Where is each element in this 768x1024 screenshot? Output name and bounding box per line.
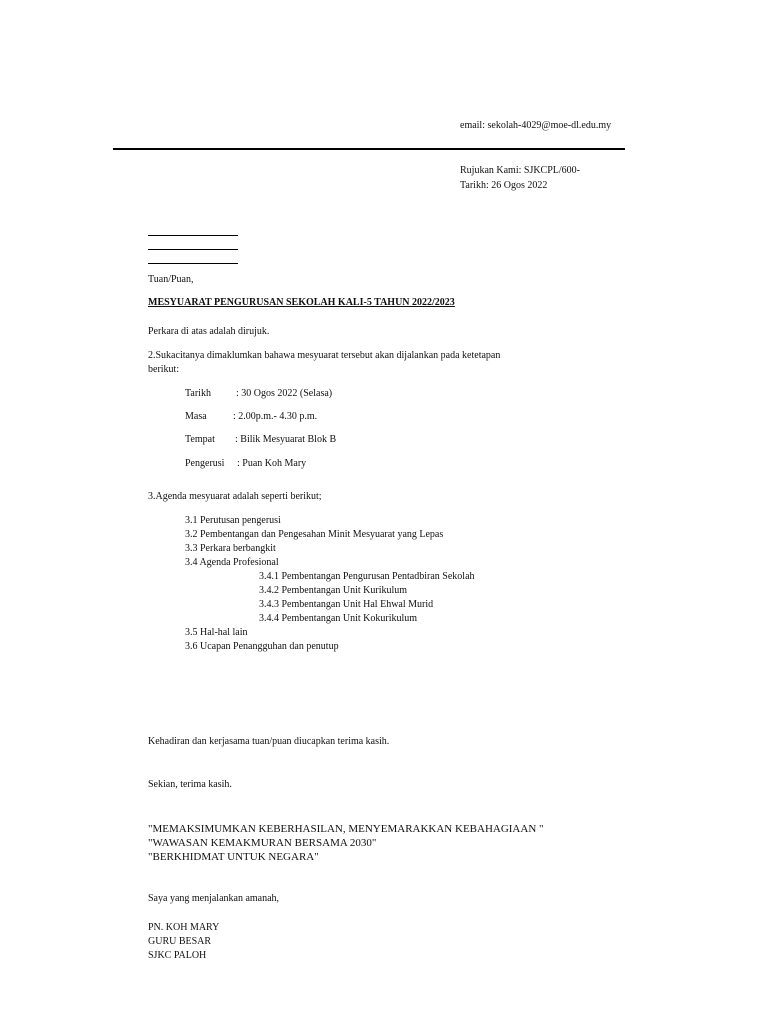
header-divider xyxy=(113,148,625,150)
paragraph-2-line-2: berikut: xyxy=(148,364,180,375)
subagenda-item: 3.4.4 Pembentangan Unit Kokurikulum xyxy=(259,613,418,624)
recipient-line-1 xyxy=(148,235,238,236)
subagenda-item: 3.4.1 Pembentangan Pengurusan Pentadbiran Sekolah xyxy=(259,571,475,582)
detail-value: : 2.00p.m.- 4.30 p.m. xyxy=(233,411,318,422)
subagenda-item: 3.4.2 Pembentangan Unit Kurikulum xyxy=(259,585,408,596)
signatory-school: SJKC PALOH xyxy=(148,950,207,961)
paragraph-1: Perkara di atas adalah dirujuk. xyxy=(148,326,270,337)
detail-label: Pengerusi xyxy=(185,458,225,469)
agenda-item: 3.4 Agenda Profesional xyxy=(185,557,279,568)
detail-label: Tarikh xyxy=(185,388,211,399)
detail-row-chair xyxy=(185,458,224,470)
letter-date: Tarikh: 26 Ogos 2022 xyxy=(460,180,548,191)
signoff: Saya yang menjalankan amanah, xyxy=(148,893,280,904)
detail-row-date xyxy=(185,388,211,400)
recipient-line-2 xyxy=(148,249,238,250)
recipient-line-3 xyxy=(148,263,238,264)
detail-label: Tempat xyxy=(185,434,215,445)
reference-number: Rujukan Kami: SJKCPL/600- xyxy=(460,165,581,176)
detail-value: : Bilik Mesyuarat Blok B xyxy=(235,434,337,445)
motto-line: "BERKHIDMAT UNTUK NEGARA" xyxy=(148,851,319,863)
closing-line-1: Kehadiran dan kerjasama tuan/puan diucapkan terima kasih. xyxy=(148,736,390,747)
paragraph-2-line-1: 2.Sukacitanya dimaklumkan bahawa mesyuarat tersebut akan dijalankan pada ketetapan xyxy=(148,350,501,361)
detail-label: Masa xyxy=(185,411,207,422)
motto-line: "MEMAKSIMUMKAN KEBERHASILAN, MENYEMARAKKAN KEBAHAGIAAN " xyxy=(148,823,544,835)
agenda-item: 3.1 Perutusan pengerusi xyxy=(185,515,281,526)
agenda-item: 3.2 Pembentangan dan Pengesahan Minit Mesyuarat yang Lepas xyxy=(185,529,444,540)
motto-line: "WAWASAN KEMAKMURAN BERSAMA 2030" xyxy=(148,837,377,849)
closing-line-2: Sekian, terima kasih. xyxy=(148,779,232,790)
email-address: email: sekolah-4029@moe-dl.edu.my xyxy=(460,120,612,131)
agenda-item: 3.3 Perkara berbangkit xyxy=(185,543,276,554)
paragraph-3: 3.Agenda mesyuarat adalah seperti berikut; xyxy=(148,491,322,502)
detail-row-venue xyxy=(185,434,215,446)
agenda-item: 3.5 Hal-hal lain xyxy=(185,627,248,638)
subagenda-item: 3.4.3 Pembentangan Unit Hal Ehwal Murid xyxy=(259,599,434,610)
signatory-name: PN. KOH MARY xyxy=(148,922,220,933)
signatory-position: GURU BESAR xyxy=(148,936,212,947)
letter-title: MESYUARAT PENGURUSAN SEKOLAH KALI-5 TAHUN 2022/2023 xyxy=(148,297,455,308)
detail-value: : Puan Koh Mary xyxy=(237,458,307,469)
agenda-item: 3.6 Ucapan Penangguhan dan penutup xyxy=(185,641,339,652)
detail-value: : 30 Ogos 2022 (Selasa) xyxy=(236,388,333,399)
salutation: Tuan/Puan, xyxy=(148,274,194,285)
detail-row-time xyxy=(185,411,207,423)
